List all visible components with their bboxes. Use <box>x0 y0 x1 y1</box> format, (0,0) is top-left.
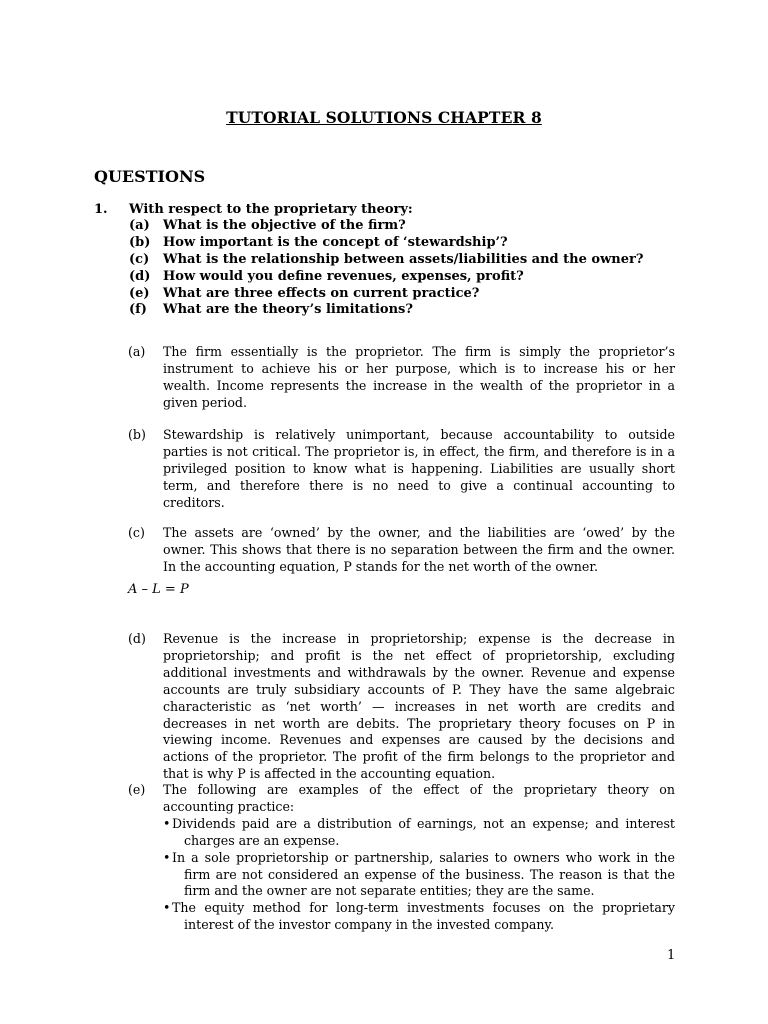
question-intro: With respect to the proprietary theory: <box>129 202 413 217</box>
answer-text: Stewardship is relatively unimportant, because accountability to outside parties is not critical. The proprietor is, in effect, the firm, and therefore is in a privileged position to know what is happening. Liabilities are usually short term, and therefore there is no need to give a continual accounting to creditors. <box>163 427 675 510</box>
bullet-icon: • <box>163 849 171 865</box>
answer-label: (e) <box>128 782 146 797</box>
section-heading: QUESTIONS <box>94 167 206 186</box>
answer-e <box>128 782 675 934</box>
question-part-label: (f) <box>129 302 147 318</box>
question-part-text: What is the objective of the firm? <box>163 218 406 233</box>
answer-a <box>128 344 675 412</box>
answer-label: (a) <box>128 344 146 359</box>
bullet-icon: • <box>163 815 171 831</box>
bullet-icon: • <box>163 900 171 916</box>
question-part-label: (b) <box>129 234 151 250</box>
answer-label: (d) <box>128 631 146 646</box>
question-part-label: (a) <box>129 218 150 233</box>
question-part-label: (e) <box>129 285 150 301</box>
bullet-text: The equity method for long-term investments focuses on the proprietary interest of the investor company in the invested company. <box>172 900 675 933</box>
question-part-label: (c) <box>129 251 150 267</box>
answer-text: The firm essentially is the proprietor. The firm is simply the proprietor’s instrument to achieve his or her purpose, which is to increase his or her wealth. Income represents the increase in the wealth of the proprietor in a given period. <box>163 344 675 410</box>
answer-intro: The following are examples of the effect of the proprietary theory on accounting practice: <box>163 782 675 814</box>
page-number: 1 <box>667 948 676 963</box>
answer-text: Revenue is the increase in proprietorship; expense is the decrease in proprietorship; and profit is the net effect of proprietorship, excluding additional investments and withdrawals by the owner. Revenue and expense accounts are truly subsidiary accounts of P. They have the same algebraic characteristic as ‘net worth’ — increases in net worth are credits and decreases in net worth are debits. The proprietary theory focuses on P in viewing income. Revenues and expenses are caused by the decisions and actions of the proprietor. The profit of the firm belongs to the proprietor and that is why P is affected in the accounting equation. <box>163 631 675 782</box>
question-number: 1. <box>94 202 108 217</box>
question-part-text: How important is the concept of ‘stewardship’? <box>163 234 508 250</box>
question-part <box>129 286 649 303</box>
question-part <box>129 235 649 252</box>
accounting-equation: A – L = P <box>128 582 189 597</box>
document-title: TUTORIAL SOLUTIONS CHAPTER 8 <box>226 108 542 127</box>
answer-label: (b) <box>128 427 146 442</box>
question-part-text: What are three effects on current practice? <box>163 285 480 301</box>
question-part <box>129 218 649 235</box>
answer-text: The assets are ‘owned’ by the owner, and the liabilities are ‘owed’ by the owner. This shows that there is no separation between the firm and the owner. In the accounting equation, P stands for the net worth of the owner. <box>163 525 675 574</box>
question-part <box>129 302 649 319</box>
question-part-text: How would you define revenues, expenses, profit? <box>163 268 524 284</box>
answer-b <box>128 427 675 512</box>
question-part-text: What is the relationship between assets/liabilities and the owner? <box>163 251 644 267</box>
answer-d <box>128 631 675 783</box>
question-part <box>129 252 649 269</box>
bullet-item <box>163 850 675 901</box>
bullet-text: In a sole proprietorship or partnership, salaries to owners who work in the firm are not considered an expense of the business. The reason is that the firm and the owner are not separate entities; they are the same. <box>172 849 675 899</box>
answer-label: (c) <box>128 525 145 540</box>
answer-c <box>128 525 675 576</box>
bullet-text: Dividends paid are a distribution of earnings, not an expense; and interest charges are an expense. <box>172 815 675 848</box>
question-part <box>129 269 649 286</box>
bullet-item <box>163 900 675 934</box>
bullet-item <box>163 816 675 850</box>
question-part-text: What are the theory’s limitations? <box>163 302 413 318</box>
question-part-label: (d) <box>129 268 151 284</box>
question-parts-list <box>129 218 649 319</box>
